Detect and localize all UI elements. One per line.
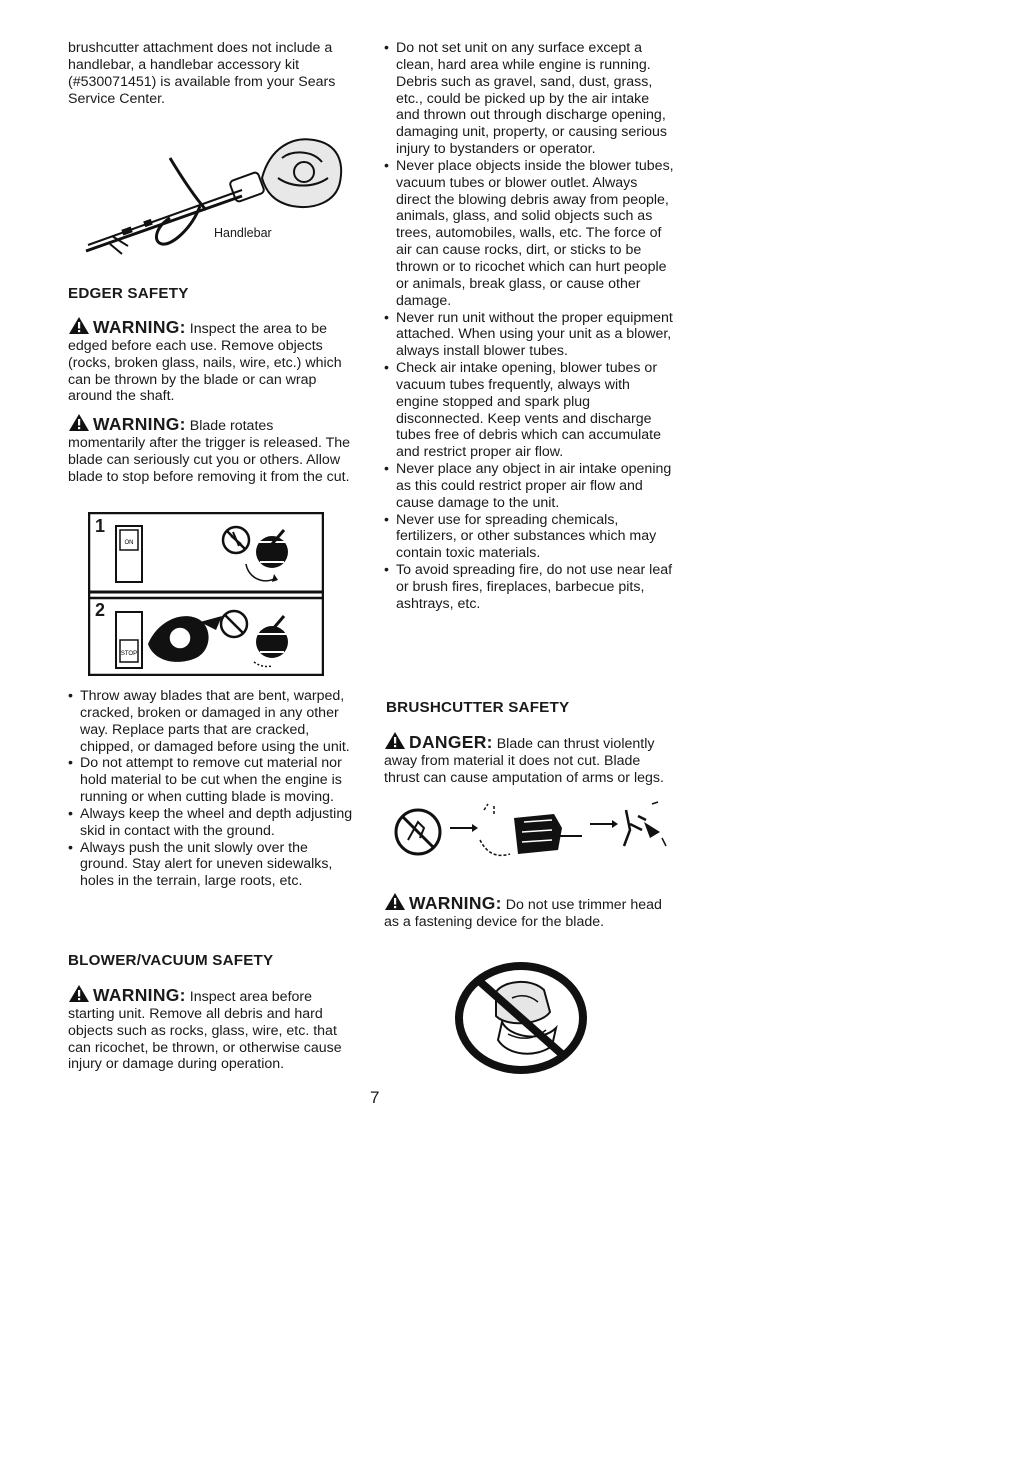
list-item: • Always push the unit slowly over the ground. Stay alert for uneven sidewalks, holes in the terrain, large roots, etc. bbox=[68, 840, 354, 891]
edger-panels-drawing bbox=[88, 512, 324, 676]
warning-triangle-icon bbox=[68, 984, 90, 1003]
intro-paragraph: brushcutter attachment does not include a handlebar, a handlebar accessory kit (#530071451) is available from your Sears Service Center. bbox=[68, 40, 336, 107]
list-item: • To avoid spreading fire, do not use near leaf or brush fires, fireplaces, barbecue pits, ashtrays, etc. bbox=[384, 562, 674, 613]
warning-text: Blade rotates momentarily after the trigger is released. The blade can seriously cut you or others. Allow blade to stop before removing it from the cut. bbox=[68, 418, 351, 485]
warning-triangle-icon bbox=[384, 892, 406, 911]
edger-bullet-list bbox=[68, 688, 354, 890]
danger-triangle-icon bbox=[384, 731, 406, 750]
panel-2-number: 2 bbox=[95, 600, 106, 620]
page-number: 7 bbox=[370, 1088, 380, 1107]
warning-label: WARNING: bbox=[93, 985, 186, 1005]
brushcutter-safety-heading: BRUSHCUTTER SAFETY bbox=[386, 699, 570, 716]
warning-label: WARNING: bbox=[93, 317, 186, 337]
blower-warning bbox=[68, 984, 354, 1073]
list-item: • Never run unit without the proper equipment attached. When using your unit as a blower, always install blower tubes. bbox=[384, 310, 674, 361]
handlebar-drawing bbox=[82, 118, 352, 278]
blower-vacuum-safety-heading: BLOWER/VACUUM SAFETY bbox=[68, 952, 274, 969]
warning-text: Do not use trimmer head as a fastening device for the blade. bbox=[384, 897, 662, 930]
prohibition-drawing bbox=[452, 962, 590, 1074]
list-item: • Never place any object in air intake opening as this could restrict proper air flow and cause damage to the unit. bbox=[384, 461, 674, 512]
list-item: • Never place objects inside the blower tubes, vacuum tubes or blower outlet. Always direct the blowing debris away from people, animals, glass, and solid objects such as trees, automobiles, walls, etc. The force of air can cause rocks, dirt, or sticks to be thrown or to ricochet which can hurt people or animals, break glass, or cause other damage. bbox=[384, 158, 674, 310]
handlebar-illustration bbox=[82, 118, 352, 278]
list-item: • Never use for spreading chemicals, fertilizers, or other substances which may contain toxic materials. bbox=[384, 512, 674, 563]
danger-label: DANGER: bbox=[409, 732, 493, 752]
blade-thrust-illustration bbox=[394, 800, 674, 870]
edger-switch-figure bbox=[88, 512, 324, 676]
edger-warning-1 bbox=[68, 316, 354, 405]
list-item: • Always keep the wheel and depth adjusting skid in contact with the ground. bbox=[68, 806, 354, 840]
list-item: • Do not set unit on any surface except a clean, hard area while engine is running. Debris such as gravel, sand, dust, grass, etc., could be picked up by the air intake and thrown out through discharge opening, damaging unit, property, or causing serious injury to bystanders or operator. bbox=[384, 40, 674, 158]
warning-text: Inspect the area to be edged before each use. Remove objects (rocks, broken glass, nails, wire, etc.) which can be thrown by the blade or can wrap around the shaft. bbox=[68, 321, 342, 405]
edger-safety-heading: EDGER SAFETY bbox=[68, 285, 189, 302]
blade-thrust-drawing bbox=[394, 800, 674, 870]
warning-label: WARNING: bbox=[93, 414, 186, 434]
blower-bullet-list bbox=[384, 40, 674, 613]
switch-on-text: ON bbox=[124, 540, 134, 546]
warning-triangle-icon bbox=[68, 316, 90, 335]
warning-triangle-icon bbox=[68, 413, 90, 432]
panel-1-number: 1 bbox=[95, 516, 106, 536]
switch-stop-text: STOP bbox=[120, 651, 138, 657]
brushcutter-danger bbox=[384, 731, 674, 787]
edger-warning-2 bbox=[68, 413, 354, 485]
list-item: • Do not attempt to remove cut material nor hold material to be cut when the engine is running or when cutting blade is moving. bbox=[68, 755, 354, 806]
warning-label: WARNING: bbox=[409, 893, 502, 913]
list-item: • Check air intake opening, blower tubes or vacuum tubes frequently, always with engine stopped and spark plug disconnected. Keep vents and discharge tubes free of debris which can accumulate and restrict proper air flow. bbox=[384, 360, 674, 461]
trimmer-head-prohibited-illustration bbox=[452, 962, 590, 1074]
warning-text: Inspect area before starting unit. Remove all debris and hard objects such as rocks, glass, wire, etc. that can ricochet, be thrown, or otherwise cause injury or damage during operation. bbox=[68, 989, 342, 1073]
handlebar-label: Handlebar bbox=[214, 226, 272, 240]
danger-text: Blade can thrust violently away from material it does not cut. Blade thrust can cause amputation of arms or legs. bbox=[384, 736, 664, 786]
list-item: • Throw away blades that are bent, warped, cracked, broken or damaged in any other way. Replace parts that are cracked, chipped, or damaged before using the unit. bbox=[68, 688, 354, 755]
brushcutter-warning bbox=[384, 892, 674, 931]
